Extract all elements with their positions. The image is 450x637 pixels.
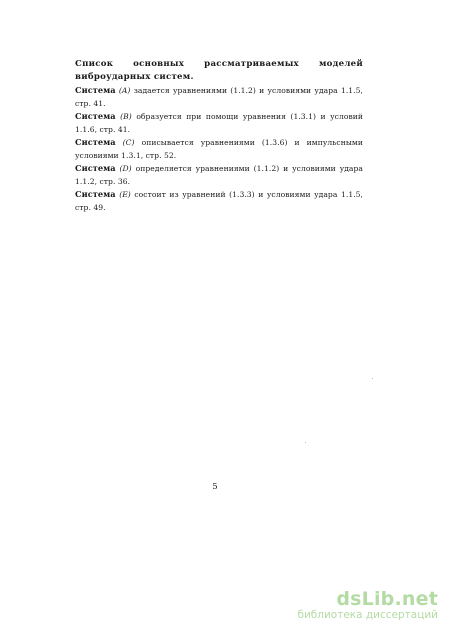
system-entry-a — [75, 84, 363, 110]
entry-symbol: (D) — [119, 164, 132, 173]
watermark — [297, 589, 438, 622]
system-entry-b — [75, 110, 363, 136]
entry-text: образуется при помощи уравнения (1.3.1) и условий 1.1.6, стр. 41. — [75, 112, 364, 134]
entry-lead: Система — [75, 189, 116, 199]
entry-symbol: (B) — [120, 112, 132, 121]
watermark-tagline: библиотека диссертаций — [297, 609, 438, 621]
entry-lead: Система — [75, 137, 116, 147]
system-entry-e — [75, 188, 363, 214]
models-list-heading: Список основных рассматриваемых моделей виброударных систем. — [75, 59, 363, 82]
entry-lead: Система — [75, 111, 116, 121]
entry-symbol: (C) — [122, 138, 135, 147]
entry-text: описывается уравнениями (1.3.6) и импульсными условиями 1.3.1, стр. 52. — [75, 138, 363, 160]
system-entry-d — [75, 162, 363, 188]
entry-lead: Система — [75, 85, 116, 95]
entry-symbol: (E) — [119, 190, 131, 199]
system-entry-c — [75, 136, 363, 162]
entry-text: состоит из уравнений (1.3.3) и условиями удара 1.1.5, стр. 49. — [75, 190, 364, 212]
scan-speck — [305, 442, 306, 443]
entry-symbol: (A) — [118, 86, 131, 95]
page-number: 5 — [212, 482, 218, 492]
entry-text: определяется уравнениями (1.1.2) и условиями удара 1.1.2, стр. 36. — [75, 164, 364, 186]
watermark-logo: dsLib.net — [336, 588, 438, 610]
entry-lead: Система — [75, 163, 116, 173]
scan-speck — [372, 378, 373, 379]
document-body — [75, 58, 363, 214]
entry-text: задается уравнениями (1.1.2) и условиями удара 1.1.5, стр. 41. — [75, 86, 363, 108]
